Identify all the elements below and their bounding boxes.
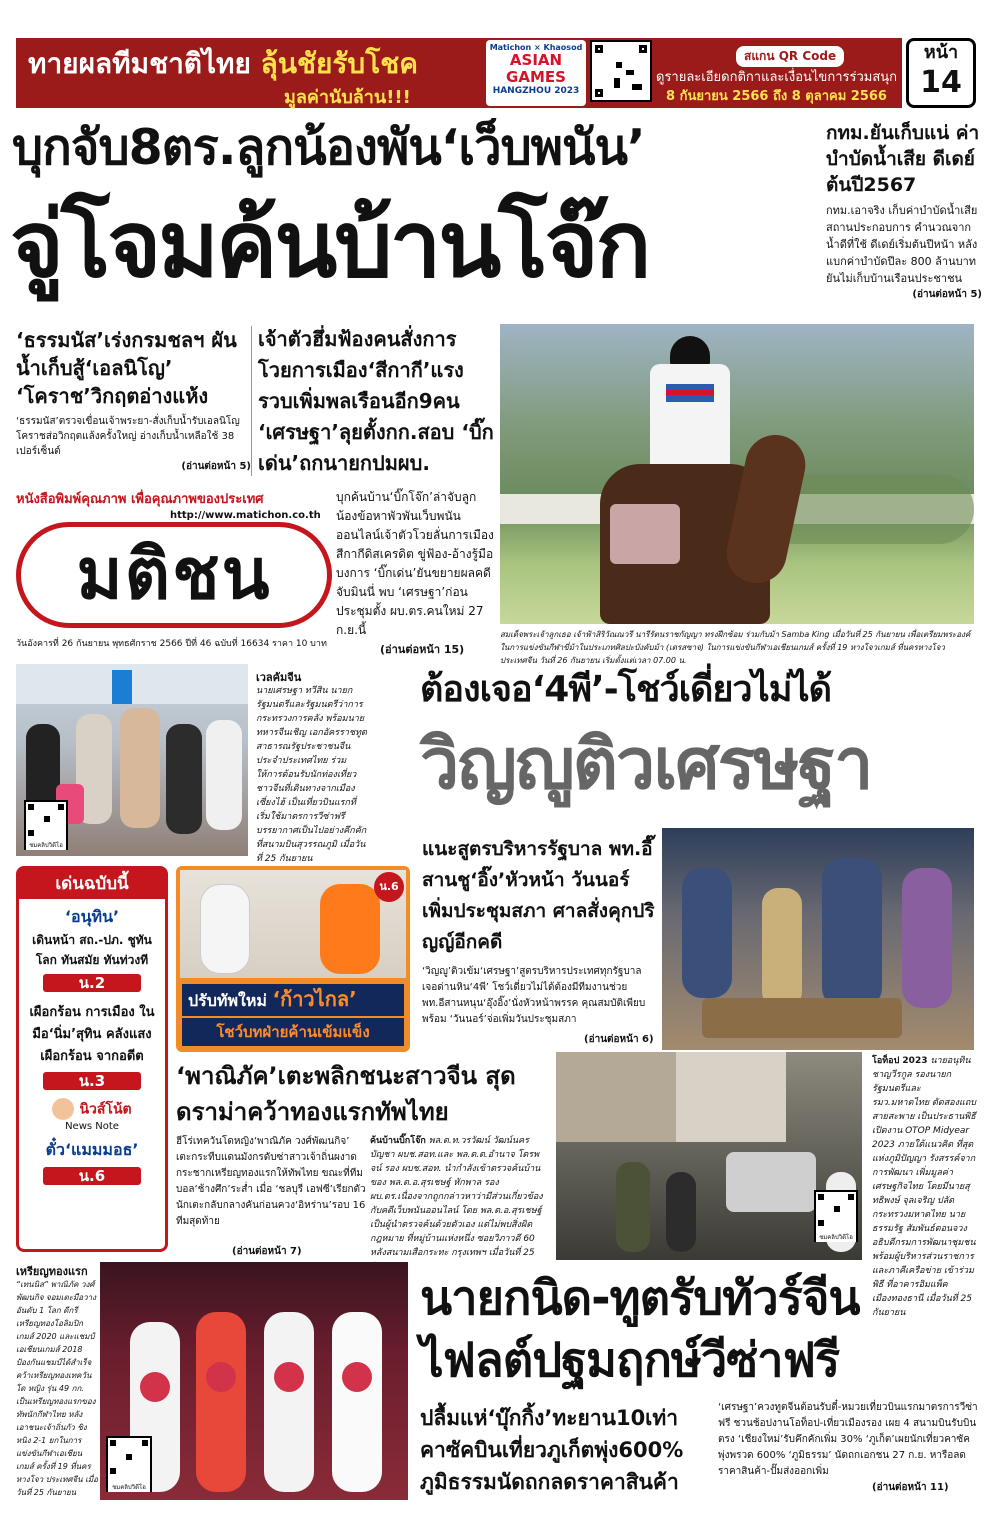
- welcome-title: เวลคัมจีน: [256, 671, 302, 684]
- move-forward-title: [182, 984, 404, 1016]
- otop-body: นายอนุทิน ชาญวีรกูล รองนายกรัฐมนตรีและ รมว.มหาดไทย ตัดสองแถบสายสะพาย เป็นประธานพิธีเปิดงาน OTOP Midyear 2023 ภายใต้แนวคิด ที่สุดแห่งภูมิปัญญา รังสรรค์จากการพัฒนา เพิ่มมูลค่าเศรษฐกิจไทย โดยมีนายสุทธิพงษ์ จุลเจริญ ปลัดกระทรวงมหาดไทย นายธรรมรัฐ สัมพันธ์ตอนจวง อธิบดีกรมการพัฒนาชุมชน พร้อมผู้บริหารส่วนราชการและภาคีเครือข่าย เข้าร่วมพิธี ที่อาคารอิมแพ็ค เมืองทองธานี เมื่อวันที่ 25 กันยายน: [872, 1056, 976, 1318]
- welcome-qr-label: ชมคลิปวิดีโอ: [26, 840, 66, 850]
- tourism-more[interactable]: (อ่านต่อหน้า 11): [872, 1482, 949, 1493]
- spirit-headline-2[interactable]: วิญญูติวเศรษฐา: [420, 723, 872, 805]
- equestrian-caption: สมเด็จพระเจ้าลูกเธอ เจ้าฟ้าสิริวัณณวรี นารีรัตนราชกัญญา ทรงฝึกซ้อม ร่วมกับม้า Samba King เมื่อวันที่ 25 กันยายน เพื่อเตรียมพระองค์ในการแข่งขันกีฬาขี่ม้าในประเภทศิลปะบังคับม้า (เดรสซาจ) ในการแข่งขันกีฬาเอเชียนเกมส์ ครั้งที่ 19 หางโจวเกมส์ ที่นครหางโจว ประเทศจีน วันที่ 26 กันยายน เริ่มตั้งแต่เวลา 07.00 น.: [500, 630, 971, 665]
- tourism-body: ‘เศรษฐา’ควงทูตจีนต้อนรับตี๋-หมวยเที่ยวบินแรกมาตรการวีซ่าฟรี ชวนช้อปงานโอท็อป-เที่ยวเมืองรอง เผย 4 สนามบินรับบินตรง ‘เชียงใหม่’รับคึกคักเพิ่ม 30% ‘ภูเก็ต’เผยนักเที่ยวคาซัคพุ่งพรวด 600% ‘ภูมิธรรม’ นัดถกเอกชน 27 ก.ย. หารือลดราคาสินค้า-ปั๊มส่งออกเพิ่ม: [718, 1402, 978, 1477]
- highlight-1-page[interactable]: น.2: [43, 974, 141, 992]
- water-story-more[interactable]: (อ่านต่อหน้า 5): [181, 461, 251, 472]
- highlight-2-page[interactable]: น.3: [43, 1072, 141, 1090]
- taekwondo-more[interactable]: (อ่านต่อหน้า 7): [232, 1246, 302, 1257]
- highlight-4-title: ตั๋ว‘แมมมอธ’: [45, 1139, 139, 1159]
- rider-helmet: [670, 336, 710, 366]
- politics-body: บุกค้นบ้าน‘บิ๊กโจ๊ก’ล่าจับลูกน้องข้อหาพัวพันเว็บพนันออนไลน์เจ้าตัวโวยลั่นการเมืองสีกากีดิสเครดิต ขู่ฟ้อง-อ้างรู้มือบงการ ‘บิ๊กเด่น’ยันขยายผลคดีจับมินนี่ พบ ‘เศรษฐา’ก่อนประชุมตั้ง ผบ.ตร.คนใหม่ 27 ก.ย.นี้: [336, 490, 494, 637]
- highlight-item-4[interactable]: [19, 1136, 165, 1187]
- highlight-3-text: News Note: [65, 1120, 119, 1132]
- move-forward-box[interactable]: [176, 866, 410, 1052]
- water-story-headline: ‘ธรรมนัส’เร่งกรมชลฯ ผันน้ำเก็บสู้‘เอลนิโญ’ ‘โคราช’วิกฤตอ่างแห้ง: [16, 328, 237, 408]
- highlights-title: เด่นฉบับนี้: [19, 869, 165, 899]
- otop-caption: [872, 1054, 978, 1318]
- banner-qr-code[interactable]: [590, 40, 652, 102]
- highlight-2-text: เผือกร้อน การเมือง ในมือ‘นิ่ม’สุทิน คลังแสง เผือกร้อน จากอดีต: [29, 1005, 155, 1064]
- move-forward-title-1: ปรับทัพใหม่: [188, 991, 267, 1010]
- horse-saddle-pad: [610, 504, 680, 564]
- masthead-slogan: หนังสือพิมพ์คุณภาพ เพื่อคุณภาพของประเทศ: [16, 492, 264, 507]
- masthead-url[interactable]: http://www.matichon.co.th: [170, 510, 321, 521]
- spirit-sub: แนะสูตรบริหารรัฐบาล พท.อี๊สานชู‘อิ๊ง’หัวหน้า วันนอร์เพิ่มประชุมสภา ศาลสั่งคุกปริญญ์อีกคดี: [422, 838, 655, 953]
- welcome-body: นายเศรษฐา ทวีสิน นายกรัฐมนตรีและรัฐมนตรีว่าการกระทรวงการคลัง พร้อมนายทหารจีนเชิญ เอกอัครราชทูตสาธารณรัฐประชาชนจีนประจำประเทศไทย ร่วมให้การต้อนรับนักท่องเที่ยวชาวจีนที่เดินทางจากเมืองเซี่ยงไฮ้ เป็นเที่ยวบินแรกที่เริ่มใช้มาตรการวีซ่าฟรี บรรยากาศเป็นไปอย่างคึกคัก ที่สนามบินสุวรรณภูมิ เมื่อวันที่ 25 กันยายน: [256, 686, 367, 864]
- lead-headline-1[interactable]: บุกจับ8ตร.ลูกน้องพัน‘เว็บพนัน’: [12, 119, 645, 176]
- raid-caption: [370, 1134, 550, 1258]
- medal-qr-code[interactable]: [106, 1436, 152, 1492]
- move-forward-sub: โชว์บทฝ่ายค้านเข้มแข็ง: [182, 1018, 404, 1046]
- logo-brand: Matichon × Khaosod: [489, 43, 583, 52]
- side-story-body: กทม.เอาจริง เก็บค่าบำบัดน้ำเสียสถานประกอบการ คำนวณจากน้ำดีที่ใช้ ดีเดย์เริ่มต้นปีหน้า หลังแบกค่าบำบัดปีละ 800 ล้านบาท ยันไม่เก็บบ้านเรือนประชาชน: [826, 204, 978, 285]
- rider-body: [650, 364, 730, 474]
- highlight-1-title: ‘อนุทิน’: [64, 907, 120, 926]
- highlight-4-page[interactable]: น.6: [43, 1167, 141, 1185]
- raid-title: ค้นบ้านบิ๊กโจ๊ก: [370, 1136, 426, 1146]
- page-number-box: [906, 38, 976, 108]
- highlight-item-2[interactable]: [19, 998, 165, 1094]
- politics-headline[interactable]: เจ้าตัวฮึ่มฟ้องคนสั่งการ โวยการเมือง‘สีกากี’แรง รวบเพิ่มพลเรือนอีก9คน ‘เศรษฐา’ลุยตั้งกก.สอบ ‘บิ๊กเด่น’ถกนายกปมผบ.: [258, 327, 494, 475]
- tourism-sub: ปลื้มแห่‘บุ๊กกิ้ง’ทะยาน10เท่า คาซัคบินเที่ยวภูเก็ตพุ่ง600% ภูมิธรรมนัดถกลดราคาสินค้า: [420, 1406, 684, 1494]
- side-story[interactable]: [826, 120, 982, 318]
- asian-games-logo: [486, 40, 586, 106]
- tourism-headline-2[interactable]: ไฟลต์ปฐมฤกษ์วีซ่าฟรี: [420, 1333, 840, 1388]
- water-story[interactable]: [16, 326, 252, 476]
- welcome-qr-code[interactable]: [24, 800, 68, 850]
- highlight-3-title: นิวส์โน้ต: [79, 1101, 132, 1118]
- spirit-body: ‘วิญญู’ติวเข้ม‘เศรษฐา’สูตรบริหารประเทศทุกรัฐบาล เจอด่านหิน‘4พี’ โชว์เดี่ยวไม่ได้ต้องมีทีมงานช่วย พท.อีสานหนุน‘อุ๊งอิ๊ง’นั่งหัวหน้าพรรค คุณสมบัติเพียบพร้อม ‘วันนอร์’จ่อเพิ่มวันประชุมสภา: [422, 966, 646, 1025]
- page-number: 14: [920, 65, 962, 100]
- side-story-headline: กทม.ยันเก็บแน่ ค่าบำบัดน้ำเสีย ดีเดย์ต้นปี2567: [826, 122, 980, 196]
- masthead-dateline: วันอังคารที่ 26 กันยายน พุทธศักราช 2566 ปีที่ 46 ฉบับที่ 16634 ราคา 10 บาท: [16, 639, 327, 649]
- logo-games-title: ASIAN GAMES: [506, 51, 566, 86]
- spirit-headline-1[interactable]: ต้องเจอ‘4พี’-โชว์เดี่ยวไม่ได้: [420, 669, 831, 710]
- water-story-body: ‘ธรรมนัส’ตรวจเขื่อนเจ้าพระยา-สั่งเก็บน้ำรับเอลนิโญ โคราชส่อวิกฤตแล้งครั้งใหญ่ อ่างเก็บน้ำเหลือใช้ 38 เปอร์เซ็นต์: [16, 416, 240, 457]
- banner-dates: 8 กันยายน 2566 ถึง 8 ตุลาคม 2566: [666, 89, 887, 104]
- equestrian-photo: [500, 324, 974, 624]
- medal-qr-label: ชมคลิปวิดีโอ: [108, 1482, 150, 1492]
- page-label: หน้า: [923, 42, 959, 63]
- banner-title-part2: ลุ้นชัยรับโชค: [260, 47, 418, 80]
- otop-qr-label: ชมคลิปวิดีโอ: [816, 1232, 856, 1242]
- top-banner[interactable]: [16, 38, 902, 108]
- medal-title: เหรียญทองแรก: [16, 1265, 88, 1278]
- banner-scan-label: สแกน QR Code: [736, 46, 844, 67]
- masthead-name: มติชน: [76, 533, 272, 615]
- highlights-box: [16, 866, 168, 1252]
- spirit-photo: [662, 828, 974, 1050]
- highlight-item-1[interactable]: [19, 899, 165, 998]
- banner-detail: ดูรายละเอียดกติกาและเงื่อนไขการร่วมสนุก: [656, 70, 898, 85]
- medal-body: “เทนนิส” พาณิภัค วงศ์พัฒนกิจ จอมเตะมือวางอันดับ 1 โลก ดีกรีเหรียญทองโอลิมปิกเกมส์ 2020 และแชมป์เอเชียนเกมส์ 2018 ป้องกันแชมป์ได้สำเร็จคว้าเหรียญทองเทควันโด หญิง รุ่น 49 กก. เป็นเหรียญทองแรกของทัพนักกีฬาไทย หลังเอาชนะเจ้าถิ่นกัว ชิงหนิง 2-1 ยกในการแข่งขันกีฬาเอเชียนเกมส์ ครั้งที่ 19 ที่นครหางโจว ประเทศจีน เมื่อวันที่ 25 กันยายน: [16, 1280, 98, 1497]
- logo-games-sub: HANGZHOU 2023: [492, 86, 580, 96]
- politics-more[interactable]: (อ่านต่อหน้า 15): [380, 643, 465, 656]
- newsnote-icon: [52, 1098, 74, 1120]
- raid-body: พล.ต.ท.วรวัฒน์ วัฒน์นครบัญชา ผบช.สอท.และ พล.ต.ต.อำนาจ โตรพจน์ รอง ผบช.สอท. นำกำลังเข้าตรวจค้นบ้านของ พล.ต.อ.สุรเชษฐ์ หักพาล รอง ผบ.ตร.เนื่องจากถูกกล่าวหาว่ามีส่วนเกี่ยวข้องกับคดีเว็บพนันออนไลน์ โดย พล.ต.อ.สุรเชษฐ์เป็นผู้นำตรวจค้นด้วยตัวเอง แต่ไม่พบสิ่งผิดกฎหมาย ที่หมู่บ้านแห่งหนึ่ง ซอยวิภาวดี 60 หลังสนามเสือกระทะ กรุงเทพฯ เมื่อวันที่ 25: [370, 1136, 543, 1258]
- banner-subtitle: มูลค่านับล้าน!!!: [284, 87, 411, 108]
- side-story-more[interactable]: (อ่านต่อหน้า 5): [912, 289, 982, 300]
- otop-qr-code[interactable]: [814, 1190, 858, 1242]
- move-forward-badge[interactable]: น.6: [374, 872, 404, 902]
- banner-title: [28, 42, 418, 86]
- otop-title: โอท็อป 2023: [872, 1056, 928, 1066]
- masthead-logo[interactable]: [16, 522, 332, 628]
- move-forward-photo: [180, 870, 406, 978]
- taekwondo-headline[interactable]: ‘พาณิภัค’เตะพลิกชนะสาวจีน สุดดราม่าคว้าทองแรกทัพไทย: [176, 1062, 516, 1126]
- highlight-item-3[interactable]: [19, 1094, 165, 1136]
- highlight-1-text: เดินหน้า สถ.-ปภ. ชูทันโลก ทันสมัย ทันท่วงที: [32, 933, 152, 967]
- tourism-headline-1[interactable]: นายกนิด-ทูตรับทัวร์จีน: [420, 1271, 860, 1326]
- spirit-more[interactable]: (อ่านต่อหน้า 6): [584, 1034, 654, 1045]
- lead-headline-2[interactable]: จู่โจมค้นบ้านโจ๊ก: [10, 191, 649, 298]
- banner-title-part1: ทายผลทีมชาติไทย: [28, 47, 251, 80]
- taekwondo-body: ฮีโร่เทควันโดหญิง‘พาณิภัค วงศ์พัฒนกิจ’ เตะกระทืบแดนมังกรดับซ่าสาวเจ้าถิ่นผงาดกระชากเหรียญทองแรกให้ทัพไทย ขณะที่ทีมบอล‘ช้างศึก’ระส่ำ เมื่อ ‘ชลบุรี เอฟซี’เรียกตัวนักเตะกลับกลางคันก่อนควง‘อิหร่าน’รอบ 16 ทีมสุดท้าย: [176, 1136, 366, 1227]
- move-forward-title-2: ‘ก้าวไกล’: [272, 987, 357, 1011]
